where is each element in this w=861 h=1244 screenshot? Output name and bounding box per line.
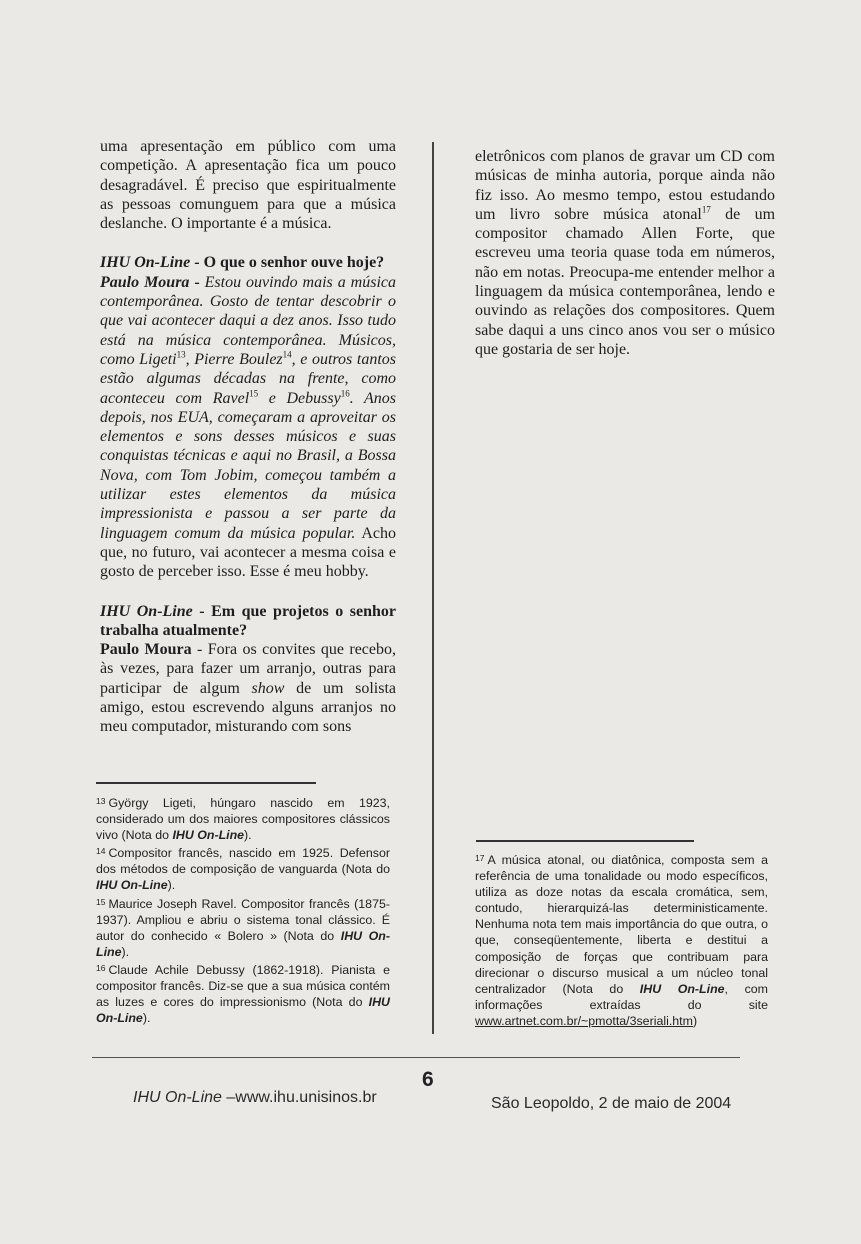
footnote-rule-right	[476, 840, 694, 842]
interview-question-2	[100, 602, 396, 737]
footnote-source: IHU On-Line	[96, 878, 168, 893]
footnote-text: ).	[167, 878, 176, 893]
answer-separator: -	[189, 273, 205, 291]
footnote-ref-16[interactable]: 16	[340, 388, 350, 399]
footnote-number: 14	[96, 846, 106, 857]
footnote-14	[96, 843, 390, 893]
footnote-text: ).	[121, 944, 130, 959]
footnote-source: IHU On-Line	[96, 995, 390, 1026]
footnote-text: ).	[244, 828, 252, 843]
answer-text: de um solista amigo, estou escrevendo alguns arranjos no meu computador, misturando com sons	[100, 679, 397, 736]
footnote-link[interactable]: www.artnet.com.br/~pmotta/3seriali.htm	[475, 1013, 693, 1028]
answer-text: - Fora os convites que recebo, às vezes, para fazer um arranjo, outras para participar de algum	[100, 641, 396, 697]
footnote-ref-14[interactable]: 14	[282, 349, 292, 360]
footnote-15	[96, 894, 390, 960]
page-number: 6	[422, 1068, 434, 1091]
answer-text: . Anos depois, nos EUA, começaram a aproveitar os elementos e sons desses músicos e suas conquistas técnicas e aqui no Brasil, a Bossa Nova, com Tom Jobim, começou também a utilizar estes elementos da música impressionista e passou a ser parte da linguagem comum da música popular.	[100, 389, 397, 542]
paragraph-text: de um compositor chamado Allen Forte, que escreveu uma teoria quase toda em números, não em notas. Preocupa-me entender melhor a linguagem da música contemporânea, lendo e ouvindo as relações dos compositores. Quem sabe daqui a uns cinco anos vou ser o músico que gostaria de ser hoje.	[475, 205, 776, 358]
footnote-source: IHU On-Line	[96, 928, 390, 959]
footnote-text: György Ligeti, húngaro nascido em 1923, considerado um dos maiores compositores clássicos vivo (Nota do	[96, 796, 390, 843]
question-2	[100, 603, 396, 639]
answer-1	[100, 274, 396, 580]
footnote-text: ).	[142, 1011, 151, 1026]
question-text: - Em que projetos o senhor trabalha atualmente?	[100, 602, 396, 639]
paragraph-text: eletrônicos com planos de gravar um CD com músicas de minha autoria, porque ainda não fiz isso. Ao mesmo tempo, estou estudando um livro sobre música atonal	[475, 148, 775, 223]
answer-text: e Debussy	[258, 389, 341, 407]
footnote-text: , com informações extraídas do site	[475, 981, 768, 1012]
question-text: - O que o senhor ouve hoje?	[190, 254, 385, 272]
footnote-source: IHU On-Line	[639, 981, 725, 996]
footnote-number: 13	[96, 796, 106, 806]
footer-publication-name: IHU On-Line	[133, 1089, 222, 1106]
footnote-text: Claude Achile Debussy (1862-1918). Pianista e compositor francês. Diz-se que a sua música contém as luzes e cores do impressionismo (Nota do	[96, 962, 390, 1010]
answer-2	[100, 641, 396, 735]
footnote-source: IHU On-Line	[172, 828, 245, 843]
footer-date: São Leopoldo, 2 de maio de 2004	[491, 1095, 732, 1112]
answer-speaker: Paulo Moura	[100, 273, 190, 291]
footnote-ref-13[interactable]: 13	[176, 349, 186, 360]
answer-text: show	[251, 679, 285, 697]
footer-rule	[92, 1057, 740, 1058]
answer-text: Estou ouvindo mais a música contemporânea. Gosto de tentar descobrir o que vai acontecer daqui a dez anos. Isso tudo está na música contemporânea. Músicos, como Ligeti	[100, 273, 397, 368]
question-1	[100, 254, 384, 271]
footer-publication	[133, 1089, 377, 1107]
footnote-13	[96, 793, 390, 843]
paragraph-intro: uma apresentação em público com uma competição. A apresentação fica um pouco desagradável. É preciso que espiritualmente as pessoas comunguem para que a música deslanche. O importante é a música.	[100, 138, 396, 233]
answer-text: , e outros tantos estão algumas décadas na frente, como aconteceu com Ravel	[100, 350, 397, 407]
question-source: IHU On-Line	[100, 254, 191, 272]
footnote-16	[96, 960, 390, 1026]
answer-speaker: Paulo Moura	[100, 641, 192, 659]
column-divider	[432, 142, 434, 1034]
footnote-number: 16	[96, 962, 106, 973]
question-source: IHU On-Line	[100, 602, 193, 620]
footer-website: –www.ihu.unisinos.br	[221, 1089, 377, 1106]
left-column	[100, 137, 396, 737]
footnote-text: Maurice Joseph Ravel. Compositor francês (1875-1937). Ampliou e abriu o sistema tonal clássico. É autor do conhecido « Bolero » (Nota do	[96, 896, 390, 943]
footnote-ref-15[interactable]: 15	[249, 388, 259, 399]
footnotes-left	[96, 793, 390, 1026]
footnote-number: 17	[475, 853, 485, 863]
right-column	[475, 147, 775, 359]
interview-question-1	[100, 253, 396, 581]
answer-text: Acho que, no futuro, vai acontecer a mesma coisa e gosto de perceber isso. Esse é meu hobby.	[100, 524, 396, 581]
footnote-text: A música atonal, ou diatônica, composta sem a referência de uma tonalidade ou modo específicos, utiliza as doze notas da escala cromática, sem, contudo, hierarquizá-las deterministicamente. Nenhuma nota tem mais importância do que outra, o que, conseqüentemente, liberta e destitui a composição de forças que contribuam para direcionar o discurso musical a um núcleo tonal centralizador (Nota do	[475, 853, 768, 996]
footnote-number: 15	[96, 896, 106, 907]
footnote-17	[475, 850, 768, 1029]
footnote-text: Compositor francês, nascido em 1925. Defensor dos métodos de composição de vanguarda (Nota do	[96, 846, 390, 877]
footnote-ref-17[interactable]: 17	[701, 204, 711, 215]
answer-text: , Pierre Boulez	[185, 350, 283, 368]
paragraph-continuation	[475, 147, 775, 359]
footnote-rule-left	[96, 782, 316, 784]
footnote-text: )	[692, 1013, 698, 1028]
footnote-17-text	[475, 850, 768, 1029]
